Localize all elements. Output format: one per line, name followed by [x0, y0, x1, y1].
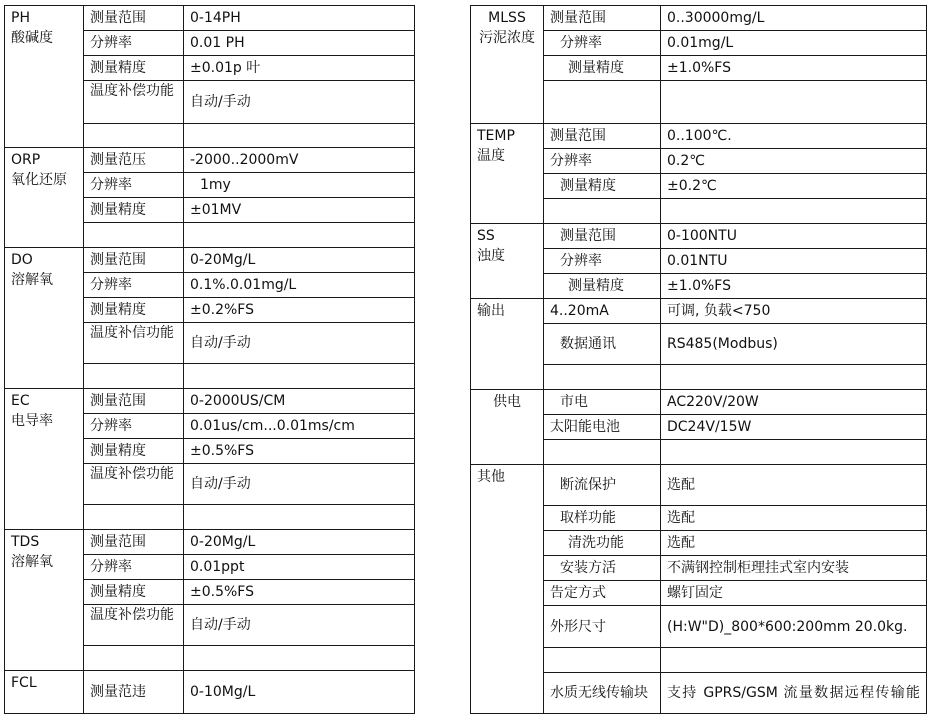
category-do: DO 溶解氧: [5, 248, 84, 389]
empty-cell: [84, 223, 184, 248]
category-tds: TDS 溶解氧: [5, 530, 84, 671]
param-value: 支持 GPRS/GSM 流量数据远程传输能: [661, 673, 927, 714]
param-label: 分辨率: [544, 31, 661, 56]
param-value: 0.1%.0.01mg/L: [184, 273, 415, 298]
param-value: 选配: [661, 465, 927, 506]
param-label: 测量精度: [84, 198, 184, 223]
empty-cell: [544, 81, 661, 124]
category-other: 其他: [471, 465, 544, 714]
param-label: 测量范违: [84, 671, 184, 714]
param-value: 自动/手动: [184, 605, 415, 646]
param-value: ±1.0%FS: [661, 274, 927, 299]
param-value: -2000..2000mV: [184, 148, 415, 173]
param-label: 测量精度: [84, 56, 184, 81]
empty-cell: [544, 648, 661, 673]
param-label: 水质无线传输块: [544, 673, 661, 714]
param-label: 测量范围: [84, 6, 184, 31]
param-value: 自动/手动: [184, 464, 415, 505]
param-label: 太阳能电池: [544, 415, 661, 440]
param-label: 测量精度: [84, 439, 184, 464]
empty-cell: [84, 364, 184, 389]
param-value: ±01MV: [184, 198, 415, 223]
param-value: 0-20Mg/L: [184, 530, 415, 555]
param-value: (H:W"D)_800*600:200mm 20.0kg.: [661, 606, 927, 648]
param-label: 测量精度: [544, 174, 661, 199]
empty-cell: [184, 505, 415, 530]
param-value: 0-10Mg/L: [184, 671, 415, 714]
param-value: 0-20Mg/L: [184, 248, 415, 273]
param-label: 测量范围: [544, 6, 661, 31]
category-power: 供电: [471, 390, 544, 465]
param-value: 选配: [661, 531, 927, 556]
param-value: RS485(Modbus): [661, 324, 927, 365]
empty-cell: [661, 199, 927, 224]
param-label: 温度补偿功能: [84, 605, 184, 646]
param-value: 0-100NTU: [661, 224, 927, 249]
param-label: 数据通讯: [544, 324, 661, 365]
param-value: 0.01NTU: [661, 249, 927, 274]
param-label: 温度补偿功能: [84, 464, 184, 505]
param-label: 4..20mA: [544, 299, 661, 324]
param-value: 不满钢控制柜理挂式室内安装: [661, 556, 927, 581]
param-label: 安装方活: [544, 556, 661, 581]
param-value: ±0.5%FS: [184, 439, 415, 464]
param-label: 测量范围: [84, 248, 184, 273]
param-value: 0..100℃.: [661, 124, 927, 149]
param-value: 0-14PH: [184, 6, 415, 31]
param-label: 清洗功能: [544, 531, 661, 556]
param-value: 自动/手动: [184, 323, 415, 364]
param-value: 0.01mg/L: [661, 31, 927, 56]
param-label: 市电: [544, 390, 661, 415]
empty-cell: [544, 199, 661, 224]
param-label: 测量精度: [544, 56, 661, 81]
param-label: 断流保护: [544, 465, 661, 506]
param-label: 测量范围: [84, 530, 184, 555]
category-temp: TEMP 温度: [471, 124, 544, 224]
param-value: 0.2℃: [661, 149, 927, 174]
param-value: 0.01ppt: [184, 555, 415, 580]
left-spec-table: [4, 5, 415, 714]
empty-cell: [661, 440, 927, 465]
param-label: 温度补信功能: [84, 323, 184, 364]
param-value: 1my: [184, 173, 415, 198]
param-value: AC220V/20W: [661, 390, 927, 415]
category-ec: EC 电导率: [5, 389, 84, 530]
param-value: 可调, 负载<750: [661, 299, 927, 324]
category-ss: SS 浊度: [471, 224, 544, 299]
param-label: 分辨率: [84, 173, 184, 198]
empty-cell: [184, 646, 415, 671]
param-label: 分辨率: [84, 414, 184, 439]
param-label: 取样功能: [544, 506, 661, 531]
empty-cell: [661, 81, 927, 124]
param-label: 测量范围: [544, 224, 661, 249]
param-value: 螺钉固定: [661, 581, 927, 606]
param-label: 分辨率: [84, 555, 184, 580]
param-label: 测量精度: [84, 580, 184, 605]
category-ph: PH 酸碱度: [5, 6, 84, 148]
param-value: ±1.0%FS: [661, 56, 927, 81]
param-value: ±0.5%FS: [184, 580, 415, 605]
empty-cell: [661, 648, 927, 673]
param-label: 分辨率: [84, 273, 184, 298]
param-label: 测量精度: [544, 274, 661, 299]
empty-cell: [84, 124, 184, 148]
param-value: 0.01us/cm...0.01ms/cm: [184, 414, 415, 439]
param-value: 0..30000mg/L: [661, 6, 927, 31]
param-value: 0-2000US/CM: [184, 389, 415, 414]
empty-cell: [84, 646, 184, 671]
param-label: 测量范压: [84, 148, 184, 173]
param-label: 分辨率: [84, 31, 184, 56]
param-value: 选配: [661, 506, 927, 531]
category-mlss: MLSS 污泥浓度: [471, 6, 544, 124]
param-label: 告定方式: [544, 581, 661, 606]
param-value: ±0.01p 叶: [184, 56, 415, 81]
empty-cell: [184, 364, 415, 389]
param-label: 测量范围: [544, 124, 661, 149]
empty-cell: [84, 505, 184, 530]
category-output: 输出: [471, 299, 544, 390]
empty-cell: [184, 124, 415, 148]
empty-cell: [544, 365, 661, 390]
empty-cell: [661, 365, 927, 390]
empty-cell: [184, 223, 415, 248]
param-value: 0.01 PH: [184, 31, 415, 56]
param-label: 温度补偿功能: [84, 81, 184, 124]
param-value: ±0.2℃: [661, 174, 927, 199]
param-value: DC24V/15W: [661, 415, 927, 440]
param-label: 测量范围: [84, 389, 184, 414]
param-label: 分辨率: [544, 249, 661, 274]
param-label: 外形尺寸: [544, 606, 661, 648]
param-value: ±0.2%FS: [184, 298, 415, 323]
param-value: 自动/手动: [184, 81, 415, 124]
empty-cell: [544, 440, 661, 465]
category-fcl: FCL: [5, 671, 84, 714]
param-label: 分辨率: [544, 149, 661, 174]
right-spec-table: [470, 5, 927, 714]
param-label: 测量精度: [84, 298, 184, 323]
category-orp: ORP 氧化还原: [5, 148, 84, 248]
